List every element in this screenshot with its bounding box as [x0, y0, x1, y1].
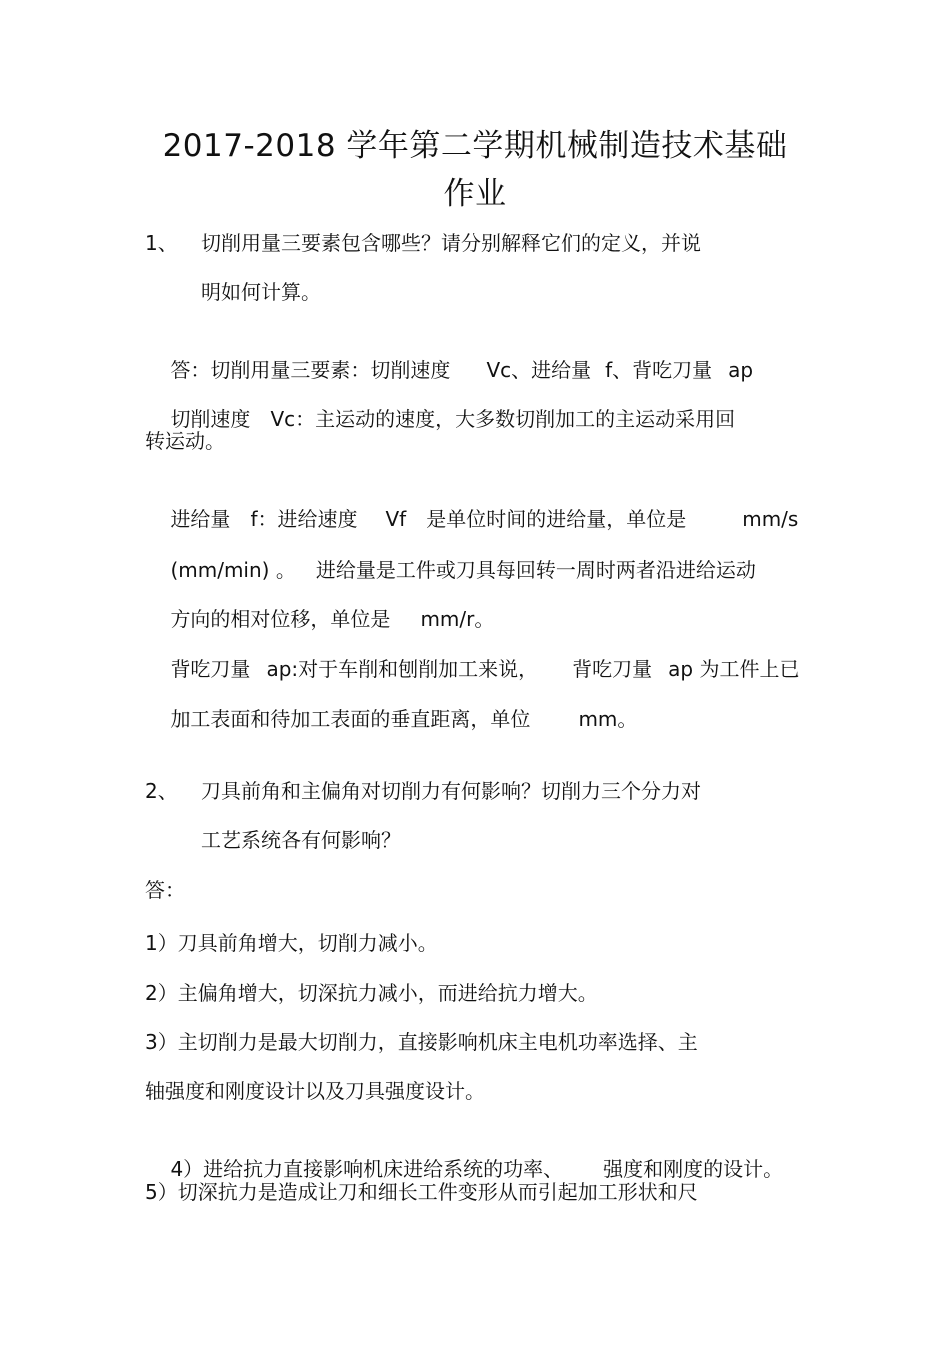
answer-1-line1-part-d: ap	[728, 358, 754, 382]
answer-1-line1-part-b: Vc、进给量	[486, 358, 592, 382]
answer-1-line7-part-a: 背吃刀量	[170, 657, 251, 681]
question-1-number: 1、	[145, 231, 178, 255]
answer-1-line2	[145, 377, 735, 461]
answer-2-item4-part-b: 强度和刚度的设计。	[603, 1157, 784, 1181]
answer-2-item2: 2）主偏角增大，切深抗力减小，而进给抗力增大。	[145, 981, 598, 1005]
answer-2-item5: 5）切深抗力是造成让刀和细长工件变形从而引起加工形状和尺	[145, 1180, 698, 1204]
answer-1-line1-part-c: f、背吃刀量	[605, 358, 713, 382]
answer-2-item3-line1: 3）主切削力是最大切削力，直接影响机床主电机功率选择、主	[145, 1030, 698, 1054]
question-2-text-line1: 刀具前角和主偏角对切削力有何影响？切削力三个分力对	[201, 779, 701, 803]
answer-1-line6-part-a: 方向的相对位移，单位是	[170, 607, 391, 631]
document-title-line1: 2017-2018 学年第二学期机械制造技术基础	[162, 128, 788, 164]
answer-1-line8-part-a: 加工表面和待加工表面的垂直距离，单位	[170, 707, 531, 731]
answer-1-line7-part-d: ap 为工件上已	[668, 657, 800, 681]
answer-1-line5-part-b: 进给量是工件或刀具每回转一周时两者沿进给运动	[315, 558, 756, 582]
answer-1-line8	[145, 677, 637, 761]
document-title-line2: 作业	[443, 176, 507, 212]
question-2-number: 2、	[145, 779, 178, 803]
answer-1-line8-part-b: mm。	[578, 707, 638, 731]
answer-2-item3-line2: 轴强度和刚度设计以及刀具强度设计。	[145, 1079, 485, 1103]
answer-2-item4-part-a: 4）进给抗力直接影响机床进给系统的功率、	[170, 1157, 564, 1181]
answer-1-line4-part-b: f：进给速度	[250, 507, 358, 531]
answer-1-line4-part-e: mm/s	[742, 507, 799, 531]
answer-1-line2-part-b: Vc：主运动的速度，大多数切削加工的主运动采用回	[270, 407, 736, 431]
answer-1-line4-part-a: 进给量	[170, 507, 231, 531]
answer-1-line5-part-a: (mm/min) 。	[170, 558, 296, 582]
answer-1-line2-part-a: 切削速度	[170, 407, 251, 431]
answer-1-line7-part-c: 背吃刀量	[572, 657, 653, 681]
question-2-text-line2: 工艺系统各有何影响？	[201, 828, 401, 852]
answer-1-line1-part-a: 答：切削用量三要素：切削速度	[170, 358, 451, 382]
answer-1-line3: 转运动。	[145, 429, 225, 453]
question-1-text-line2: 明如何计算。	[201, 280, 321, 304]
answer-1-line4-part-c: Vf	[385, 507, 407, 531]
answer-1-line7-part-b: ap:对于车削和刨削加工来说，	[266, 657, 539, 681]
question-1-text-line1: 切削用量三要素包含哪些？请分别解释它们的定义，并说	[201, 231, 701, 255]
answer-1-line4-part-d: 是单位时间的进给量，单位是	[426, 507, 687, 531]
answer-1-line6-part-b: mm/r。	[420, 607, 495, 631]
answer-2-item1: 1）刀具前角增大，切削力减小。	[145, 931, 438, 955]
answer-2-label: 答：	[145, 878, 185, 902]
